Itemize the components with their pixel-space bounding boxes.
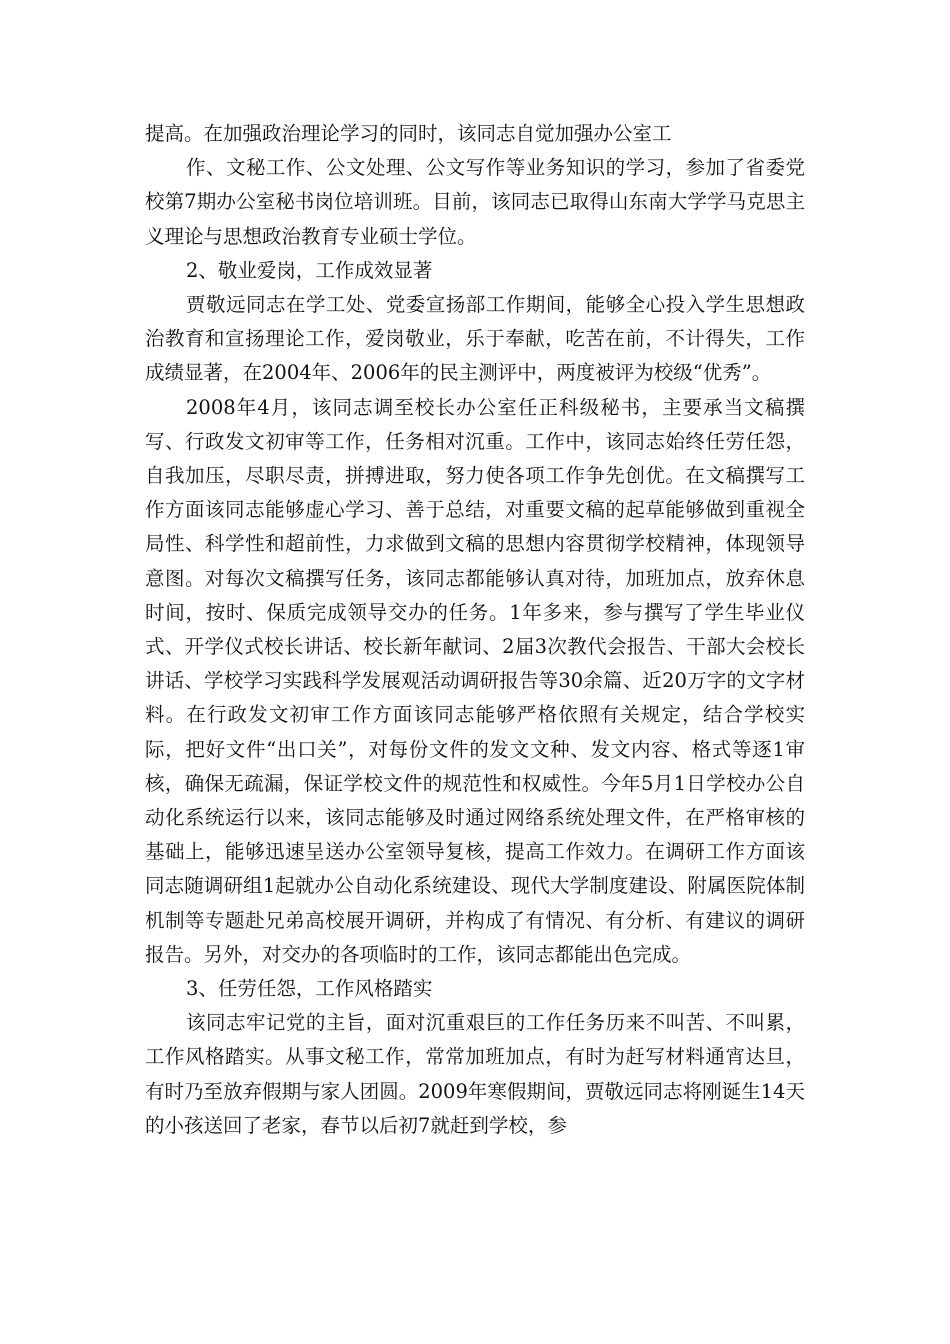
section-heading-3: 3、任劳任怨，工作风格踏实 [186, 977, 433, 1001]
paragraph-dedication: 贾敬远同志在学工处、党委宣扬部工作期间，能够全心投入学生思想政治教育和宣扬理论工作，爱岗敬业，乐于奉献，吃苦在前，不计得失，工作成绩显著，在2004年、2006年的民主测评中，两度被评为校级“优秀”。 [145, 293, 805, 385]
document-page [145, 117, 805, 1143]
section-heading-2: 2、敬业爱岗，工作成效显著 [186, 258, 433, 282]
paragraph-work-style: 该同志牢记党的主旨，面对沉重艰巨的工作任务历来不叫苦、不叫累，工作风格踏实。从事文秘工作，常常加班加点，有时为赶写材料通宵达旦，有时乃至放弃假期与家人团圆。2009年寒假期间，贾敬远同志将刚诞生14天的小孩送回了老家，春节以后初7就赶到学校，参 [145, 1011, 805, 1137]
paragraph-continuation: 提高。在加强政治理论学习的同时，该同志自觉加强办公室工 [145, 122, 672, 145]
paragraph-secretary-work: 2008年4月，该同志调至校长办公室任正科级秘书，主要承当文稿撰写、行政发文初审等工作，任务相对沉重。工作中，该同志始终任劳任怨，自我加压，尽职尽责，拼搏进取，努力使各项工作争先创优。在文稿撰写工作方面该同志能够虚心学习、善于总结，对重要文稿的起草能够做到重视全局性、科学性和超前性，力求做到文稿的思想内容贯彻学校精神，体现领导意图。对每次文稿撰写任务，该同志都能够认真对待，加班加点，放弃休息时间，按时、保质完成领导交办的任务。1年多来，参与撰写了学生毕业仪式、开学仪式校长讲话、校长新年献词、2届3次教代会报告、干部大会校长讲话、学校学习实践科学发展观活动调研报告等30余篇、近20万字的文字材料。在行政发文初审工作方面该同志能够严格依照有关规定，结合学校实际，把好文件“出口关”，对每份文件的发文文种、发文内容、格式等逐1审核，确保无疏漏，保证学校文件的规范性和权威性。今年5月1日学校办公自动化系统运行以来，该同志能够及时通过网络系统处理文件，在严格审核的基础上，能够迅速呈送办公室领导复核，提高工作效力。在调研工作方面该同志随调研组1起就办公自动化系统建设、现代大学制度建设、附属医院体制机制等专题赴兄弟高校展开调研，并构成了有情况、有分析、有建议的调研报告。另外，对交办的各项临时的工作，该同志都能出色完成。 [145, 395, 805, 966]
paragraph-study: 作、文秘工作、公文处理、公文写作等业务知识的学习，参加了省委党校第7期办公室秘书岗位培训班。目前，该同志已取得山东南大学学马克思主义理论与思想政治教育专业硕士学位。 [145, 156, 805, 248]
